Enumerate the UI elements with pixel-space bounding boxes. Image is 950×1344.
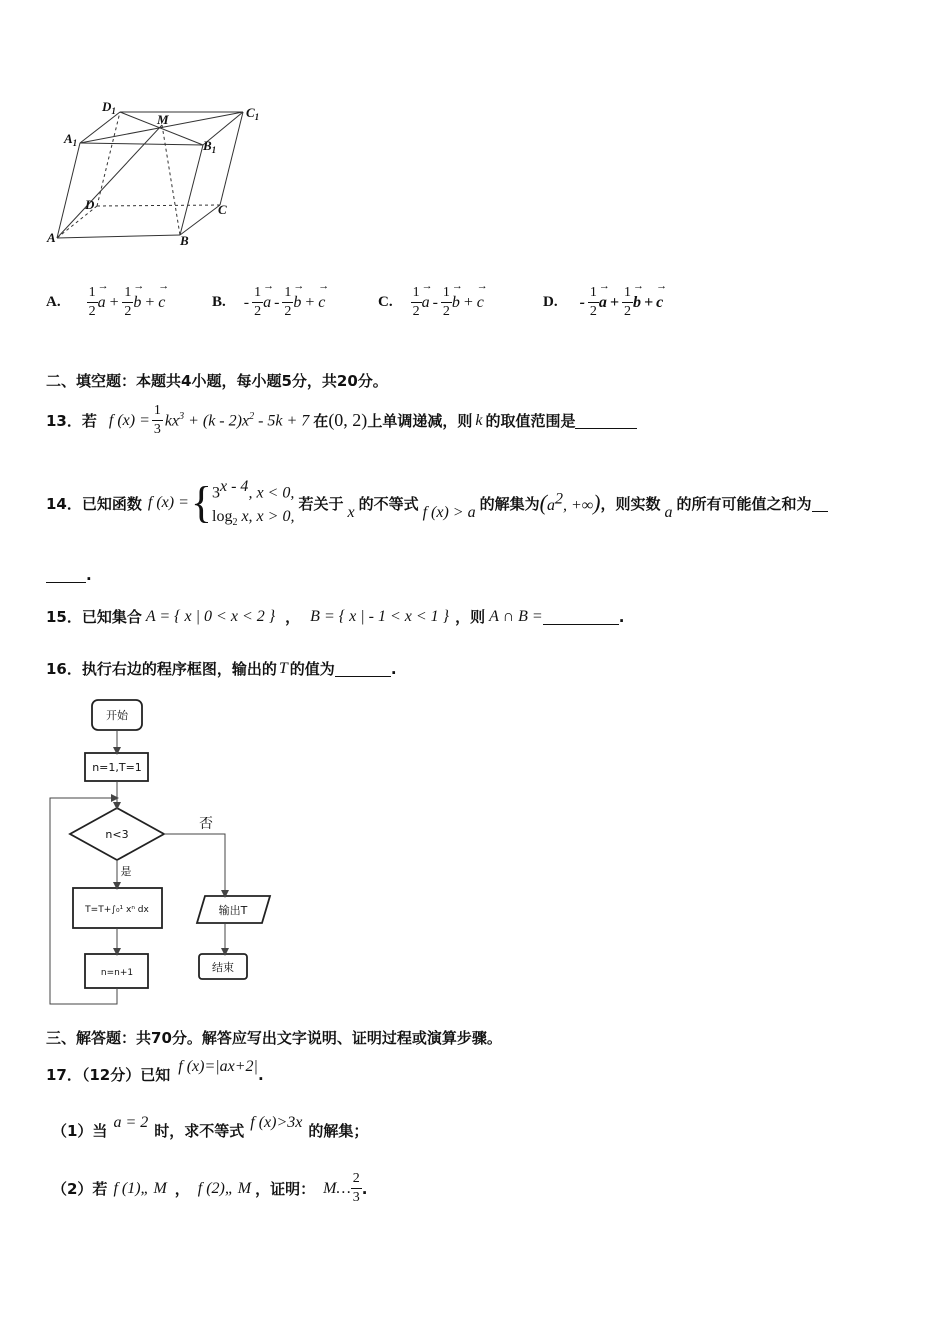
q14-text: 的解集为 [479,494,540,513]
vector-b: → b [293,294,301,312]
q17-2-conclusion: M… [323,1179,351,1197]
q17-1-number: （1）当 [52,1122,108,1140]
option-a [46,286,165,319]
q17-1-condition: a = 2 [113,1113,149,1131]
exponent: x - 4 [220,478,249,495]
option-b-expr [244,286,326,319]
q15-set-b: B = { x | - 1 < x < 1 } [310,607,450,625]
flow-start-text: 开始 [106,709,128,722]
case-part: x, x > 0, [237,508,295,526]
frac-num: 1 [441,286,452,303]
q16-end: . [390,659,397,678]
exponent: 2 [249,410,255,422]
frac-den: 2 [624,304,632,319]
vector-a: → a [263,294,271,312]
q14-text: 的所有可能值之和为 [676,494,812,513]
brace: { [190,478,212,528]
q14-number: 14．已知函数 [46,494,142,513]
label-a1: $A_1$ [64,131,78,148]
frac-den: 2 [284,304,292,319]
case-part: log [212,508,233,526]
q14-piecewise [191,478,295,529]
flow-end-text: 结束 [212,961,234,974]
question-17-2 [52,1172,367,1205]
option-d [543,286,663,319]
expr-part: kx [164,412,180,430]
flow-output-text: 输出T [218,904,248,917]
q14-end: . [86,566,92,584]
q13-text: 上单调递减，则 [367,412,473,430]
case-part: , x < 0, [248,484,295,502]
frac-den: 2 [88,304,96,319]
vector-b: → b [452,294,460,312]
label-d: D [85,197,95,212]
frac-den: 3 [153,422,161,437]
expr-part: + (k - 2)x [184,412,250,430]
vector-b: → b [133,294,141,312]
q13-k: k [475,411,483,429]
paren: ( [539,490,547,516]
frac-num: 1 [122,286,133,303]
option-d-label: D. [543,294,558,310]
q17-2-text: ，证明： [255,1180,316,1198]
vector-c: → c [158,294,165,312]
frac-den: 3 [352,1190,360,1205]
sign: - [579,293,585,311]
label-c1: $C_1$ [246,105,260,122]
q14-func: f (x) = [147,494,189,512]
q17-1-inequality: f (x)>3x [250,1113,303,1131]
q15-answer-blank[interactable] [543,608,619,625]
frac-den: 2 [442,304,450,319]
label-b: B [180,233,189,248]
q13-expr [165,411,309,430]
flowchart [40,695,300,1015]
q17-1-text: 的解集； [308,1122,369,1140]
frac-den: 2 [124,304,132,319]
op: + [144,293,156,311]
vector-a: → a [422,294,430,312]
q15-end: . [618,607,625,626]
question-17 [46,1056,264,1084]
frac-num: 1 [87,286,98,303]
q13-interval: (0, 2) [328,410,368,430]
frac-num: 1 [282,286,293,303]
flow-increment-text: n=n+1 [100,968,134,978]
label-d1: $D_1$ [102,99,116,116]
q14-text: ，则实数 [600,494,661,513]
q16-text: 的值为 [289,660,335,678]
frac-den: 2 [412,304,420,319]
case-2 [212,508,294,528]
op: + [304,293,316,311]
flow-body-text: T=T+∫₀¹ xⁿ dx [85,905,149,915]
label-a: A [47,230,56,245]
question-13 [46,404,637,437]
q13-number: 13．若 [46,412,97,430]
vector-a: → a [98,294,106,312]
q15-number: 15．已知集合 [46,608,142,626]
vector-a: → a [599,294,607,312]
q13-func: f (x) = [108,411,150,429]
option-c-expr [411,286,484,319]
frac-num: 2 [351,1172,362,1189]
q13-text: 的取值范围是 [485,412,576,430]
q17-func: f (x)=|ax+2| [178,1057,258,1075]
q17-2-number: （2）若 [52,1180,108,1198]
option-c [378,286,484,319]
op: + [108,293,120,311]
question-17-1 [52,1112,369,1140]
q17-2-cond-2: f (2)„ M [197,1179,252,1197]
case-1 [212,478,294,502]
option-c-label: C. [378,294,393,310]
option-b-label: B. [212,294,226,310]
frac-num: 1 [252,286,263,303]
frac-num: 1 [411,286,422,303]
flow-yes-text: 是 [120,865,132,878]
q17-number: 17．（12分）已知 [46,1066,171,1084]
label-m: M [157,112,169,127]
option-a-label: A. [46,294,61,310]
label-c: C [218,202,227,217]
q14-continued [46,566,92,584]
q13-text: 在 [313,412,329,430]
option-a-expr [87,286,166,319]
paren: ) [593,490,601,516]
expr-part: - 5k + 7 [254,412,310,430]
frac-num: 1 [622,286,633,303]
q16-number: 16．执行右边的程序框图，输出的 [46,660,277,678]
sign: - [243,293,250,311]
q17-1-text: 时，求不等式 [154,1122,245,1140]
question-15 [46,606,624,627]
option-d-expr [580,286,664,319]
q17-end: . [257,1065,264,1084]
op: - [274,293,280,311]
q17-2-cond-1: f (1)„ M [113,1179,167,1197]
flow-cond-text: n<3 [105,828,129,841]
q16-t: T [278,659,288,677]
frac-num: 1 [588,286,599,303]
option-b [212,286,325,319]
q13-answer-blank[interactable] [575,412,637,429]
q15-sep: ， [285,608,301,626]
q15-text: ，则 [455,608,486,626]
vector-c: → c [656,294,663,312]
question-16 [46,658,397,679]
vector-c: → c [318,294,325,312]
op: - [432,293,438,311]
section-2-title: 二、填空题：本题共4小题，每小题5分，共20分。 [46,372,388,390]
q17-2-end: . [361,1179,368,1198]
q15-intersection: A ∩ B = [489,607,543,625]
q14-a: a [664,504,673,522]
frac-den: 2 [589,304,597,319]
vector-b: → b [633,294,641,312]
op: + [644,293,654,311]
frac-den: 2 [254,304,262,319]
exponent: 3 [179,410,185,422]
parallelepiped-figure [40,95,280,255]
label-b1: $B_1$ [203,138,217,155]
q14-answer-blank-2[interactable] [46,568,86,583]
q14-inequality: f (x) > a [422,504,476,522]
set-part: , +∞ [562,497,594,515]
frac-num: 1 [152,404,163,421]
vector-c: → c [477,294,484,312]
q14-x: x [347,504,355,522]
q14-text: 若关于 [298,494,344,513]
q15-set-a: A = { x | 0 < x < 2 } [145,607,276,625]
section-3-title: 三、解答题：共70分。解答应写出文字说明、证明过程或演算步骤。 [46,1029,502,1047]
q17-2-sep: ， [174,1180,190,1198]
flow-init-text: n=1,T=1 [92,761,142,774]
q14-answer-blank-1[interactable] [812,495,828,512]
case-part: 3 [212,484,220,502]
op: + [462,293,474,311]
flow-no-text: 否 [199,816,213,832]
set-part: a [546,497,555,515]
q14-text: 的不等式 [358,494,419,513]
question-14 [46,478,828,529]
q14-solution-set [540,490,601,516]
q16-answer-blank[interactable] [335,660,391,677]
exponent: 2 [554,490,563,508]
subscript: 2 [232,517,238,529]
op: + [609,293,620,311]
